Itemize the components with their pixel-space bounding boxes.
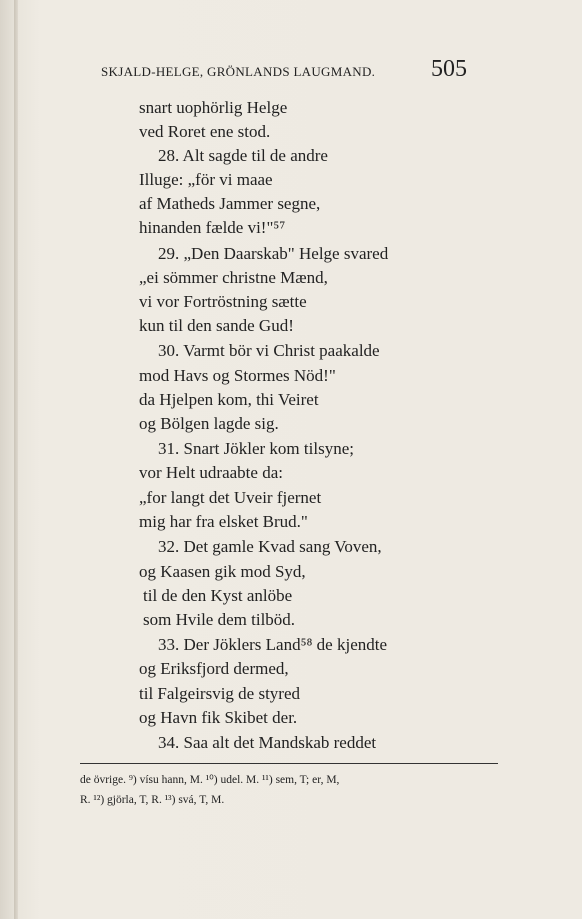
- verse-line: Illuge: „för vi maae: [139, 170, 273, 189]
- footnotes: [80, 770, 500, 810]
- verse-line: som Hvile dem tilböd.: [143, 610, 296, 629]
- verse-line: vi vor Fortröstning sætte: [139, 292, 307, 311]
- verse-line: da Hjelpen kom, thi Veiret: [139, 390, 319, 409]
- footnote-line: R. ¹²) gjörla, T, R. ¹³) svá, T, M.: [80, 794, 225, 806]
- verse-line: „for langt det Uveir fjernet: [139, 488, 322, 507]
- verse-line: mod Havs og Stormes Nöd!": [139, 366, 336, 385]
- verse-line: 29. „Den Daarskab" Helge svared: [158, 244, 389, 263]
- verse-line: til de den Kyst anlöbe: [143, 586, 293, 605]
- footnote-rule: [80, 763, 498, 764]
- verse-line: og Eriksfjord dermed,: [139, 659, 289, 678]
- verse-line: 30. Varmt bör vi Christ paakalde: [158, 341, 380, 360]
- verse-line: ved Roret ene stod.: [139, 122, 271, 141]
- verse-line: kun til den sande Gud!: [139, 316, 294, 335]
- verse-line: og Bölgen lagde sig.: [139, 414, 279, 433]
- verse-line: af Matheds Jammer segne,: [139, 194, 321, 213]
- running-head: SKJALD-HELGE, GRÖNLANDS LAUGMAND.: [101, 64, 376, 79]
- verse-line: 33. Der Jöklers Land⁵⁸ de kjendte: [158, 635, 388, 654]
- verse-line: 32. Det gamle Kvad sang Voven,: [158, 537, 382, 556]
- verse-line: og Kaasen gik mod Syd,: [139, 562, 306, 581]
- verse-line: 28. Alt sagde til de andre: [158, 146, 328, 165]
- footnote-line: de övrige. ⁹) vísu hann, M. ¹⁰) udel. M. ¹¹) sem, T; er, M,: [80, 774, 340, 786]
- verse-line: vor Helt udraabte da:: [139, 463, 283, 482]
- verse-line: 34. Saa alt det Mandskab reddet: [158, 733, 377, 752]
- verse-line: og Havn fik Skibet der.: [139, 708, 298, 727]
- verse-line: til Falgeirsvig de styred: [139, 684, 301, 703]
- verse-line: mig har fra elsket Brud.": [139, 512, 308, 531]
- page-header: [101, 56, 471, 86]
- verse-line: snart uophörlig Helge: [139, 98, 288, 117]
- verse-line: „ei sömmer christne Mænd,: [139, 268, 328, 287]
- verse-line: hinanden fælde vi!"⁵⁷: [139, 218, 286, 237]
- page-number: 505: [431, 56, 467, 82]
- verse-line: 31. Snart Jökler kom tilsyne;: [158, 439, 354, 458]
- page-gutter: [14, 0, 18, 919]
